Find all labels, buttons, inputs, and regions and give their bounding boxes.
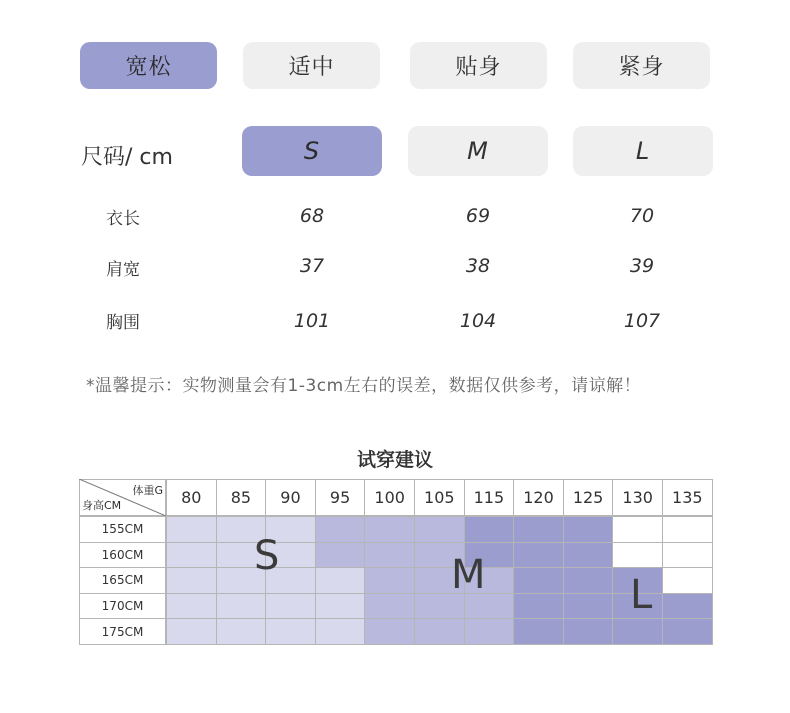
- fit-tab-tight[interactable]: 紧身: [573, 42, 710, 89]
- fit-cell: [563, 567, 614, 594]
- fit-cell: [364, 618, 415, 645]
- fit-cell: [364, 516, 415, 543]
- fit-cell: [513, 542, 564, 569]
- fit-cell: [662, 567, 713, 594]
- corner-height-label: 身高CM: [82, 499, 122, 512]
- fit-cell: [563, 542, 614, 569]
- fit-cell: [315, 593, 366, 620]
- value-chest-m: 104: [459, 310, 497, 332]
- fit-cell: [513, 567, 564, 594]
- height-label: 160CM: [79, 542, 166, 569]
- fit-cell: [513, 618, 564, 645]
- fit-cell: [315, 618, 366, 645]
- size-tab-s[interactable]: S: [242, 126, 382, 176]
- fit-cell: [216, 593, 267, 620]
- fit-cell: [513, 516, 564, 543]
- fit-cell: [612, 516, 663, 543]
- corner-weight-label: 体重G: [132, 484, 163, 497]
- weight-header: 100: [364, 479, 415, 516]
- fit-cell: [166, 593, 217, 620]
- fit-cell: [364, 593, 415, 620]
- fit-cell: [464, 618, 515, 645]
- zone-label-l: L: [630, 572, 653, 618]
- fit-cell: [364, 567, 415, 594]
- fit-cell: [315, 542, 366, 569]
- fit-cell: [662, 593, 713, 620]
- fit-tab-regular[interactable]: 适中: [243, 42, 380, 89]
- fit-cell: [563, 516, 614, 543]
- value-length-m: 69: [465, 205, 491, 227]
- value-shoulder-s: 37: [299, 255, 325, 277]
- value-length-l: 70: [629, 205, 655, 227]
- fit-cell: [265, 593, 316, 620]
- fit-tab-slim[interactable]: 贴身: [410, 42, 547, 89]
- measurement-tip: *温馨提示：实物测量会有1-3cm左右的误差，数据仅供参考，请谅解！: [86, 376, 642, 396]
- fit-cell: [166, 516, 217, 543]
- fit-cell: [464, 516, 515, 543]
- fit-cell: [414, 516, 465, 543]
- weight-header: 95: [315, 479, 366, 516]
- fit-cell: [612, 618, 663, 645]
- fit-cell: [662, 618, 713, 645]
- weight-header: 130: [612, 479, 663, 516]
- corner-cell: [79, 479, 166, 516]
- row-label-chest: 胸围: [106, 313, 140, 333]
- fit-cell: [216, 618, 267, 645]
- weight-header: 125: [563, 479, 614, 516]
- fit-cell: [315, 567, 366, 594]
- weight-header: 115: [464, 479, 515, 516]
- height-label: 175CM: [79, 618, 166, 645]
- weight-header: 105: [414, 479, 465, 516]
- fit-cell: [315, 516, 366, 543]
- value-chest-s: 101: [293, 310, 331, 332]
- fit-cell: [513, 593, 564, 620]
- weight-header: 85: [216, 479, 267, 516]
- fit-cell: [166, 567, 217, 594]
- fit-cell: [662, 542, 713, 569]
- weight-header: 135: [662, 479, 713, 516]
- fit-cell: [612, 542, 663, 569]
- fit-cell: [166, 618, 217, 645]
- row-label-length: 衣长: [106, 209, 140, 229]
- weight-header: 80: [166, 479, 217, 516]
- weight-header: 120: [513, 479, 564, 516]
- fit-cell: [563, 593, 614, 620]
- height-label: 165CM: [79, 567, 166, 594]
- value-shoulder-m: 38: [465, 255, 491, 277]
- fit-cell: [662, 516, 713, 543]
- fit-cell: [166, 542, 217, 569]
- zone-label-s: S: [254, 533, 280, 579]
- size-unit-label: 尺码/ cm: [81, 145, 173, 170]
- fit-cell: [414, 618, 465, 645]
- try-chart-title: 试穿建议: [356, 449, 433, 471]
- fit-tab-loose[interactable]: 宽松: [80, 42, 217, 89]
- height-label: 155CM: [79, 516, 166, 543]
- fit-cell: [364, 542, 415, 569]
- height-label: 170CM: [79, 593, 166, 620]
- value-length-s: 68: [299, 205, 325, 227]
- size-tab-l[interactable]: L: [573, 126, 713, 176]
- value-chest-l: 107: [623, 310, 661, 332]
- value-shoulder-l: 39: [629, 255, 655, 277]
- zone-label-m: M: [451, 552, 486, 598]
- row-label-shoulder: 肩宽: [106, 260, 140, 280]
- fit-cell: [265, 618, 316, 645]
- fit-cell: [563, 618, 614, 645]
- weight-header: 90: [265, 479, 316, 516]
- size-tab-m[interactable]: M: [408, 126, 548, 176]
